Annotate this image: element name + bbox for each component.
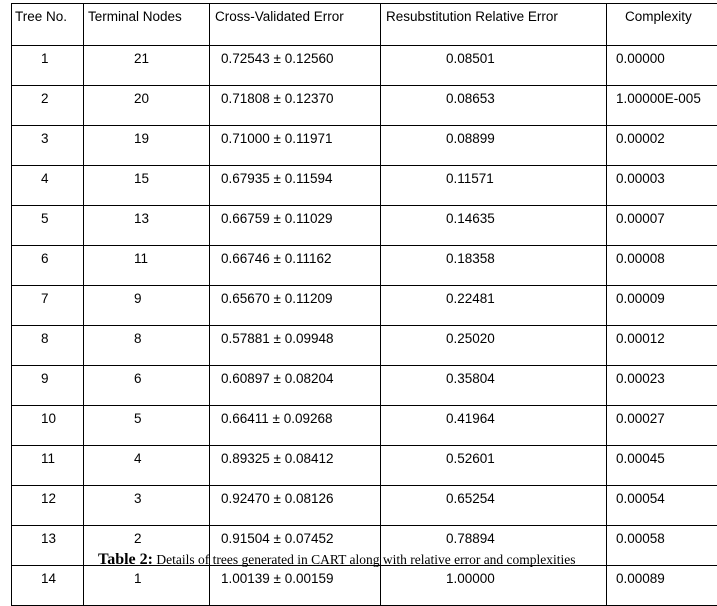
cell-cross-validated-error: 0.92470 ± 0.08126 — [210, 486, 381, 526]
table-row — [12, 126, 717, 166]
cell-complexity: 1.00000E-005 — [607, 86, 717, 126]
cell-terminal-nodes: 5 — [84, 406, 210, 446]
cell-tree-no: 7 — [12, 286, 84, 326]
cell-terminal-nodes: 9 — [84, 286, 210, 326]
cell-complexity: 0.00027 — [607, 406, 717, 446]
table-row — [12, 206, 717, 246]
cell-terminal-nodes: 20 — [84, 86, 210, 126]
table-header-row — [12, 4, 717, 46]
cell-complexity: 0.00054 — [607, 486, 717, 526]
cell-cross-validated-error: 0.91504 ± 0.07452 — [210, 526, 381, 566]
cell-complexity: 0.00089 — [607, 566, 717, 606]
table-row — [12, 486, 717, 526]
header-tree-no: Tree No. — [12, 4, 84, 46]
table-row — [12, 406, 717, 446]
table-row — [12, 366, 717, 406]
cell-terminal-nodes: 2 — [84, 526, 210, 566]
header-complexity: Complexity — [607, 4, 717, 46]
cell-tree-no: 3 — [12, 126, 84, 166]
caption-label: Table 2: — [98, 551, 153, 568]
cell-tree-no: 11 — [12, 446, 84, 486]
cell-cross-validated-error: 0.57881 ± 0.09948 — [210, 326, 381, 366]
cell-terminal-nodes: 8 — [84, 326, 210, 366]
cell-tree-no: 4 — [12, 166, 84, 206]
cell-terminal-nodes: 1 — [84, 566, 210, 606]
table-body — [12, 46, 717, 606]
cell-resubstitution-relative-error: 1.00000 — [381, 566, 607, 606]
cell-resubstitution-relative-error: 0.14635 — [381, 206, 607, 246]
cell-resubstitution-relative-error: 0.35804 — [381, 366, 607, 406]
cell-cross-validated-error: 0.60897 ± 0.08204 — [210, 366, 381, 406]
table-row — [12, 246, 717, 286]
caption-text: Details of trees generated in CART along with relative error and complexities — [153, 552, 576, 567]
cell-cross-validated-error: 0.72543 ± 0.12560 — [210, 46, 381, 86]
cell-complexity: 0.00008 — [607, 246, 717, 286]
header-resubstitution-relative-error: Resubstitution Relative Error — [381, 4, 607, 46]
cell-cross-validated-error: 0.66759 ± 0.11029 — [210, 206, 381, 246]
table-row — [12, 326, 717, 366]
cell-resubstitution-relative-error: 0.22481 — [381, 286, 607, 326]
cell-cross-validated-error: 0.67935 ± 0.11594 — [210, 166, 381, 206]
cell-terminal-nodes: 11 — [84, 246, 210, 286]
cart-trees-table — [11, 3, 717, 606]
cell-cross-validated-error: 0.65670 ± 0.11209 — [210, 286, 381, 326]
table-caption — [98, 551, 576, 569]
cell-terminal-nodes: 21 — [84, 46, 210, 86]
cell-terminal-nodes: 19 — [84, 126, 210, 166]
cell-complexity: 0.00000 — [607, 46, 717, 86]
cell-complexity: 0.00003 — [607, 166, 717, 206]
table-row — [12, 46, 717, 86]
table-row — [12, 566, 717, 606]
cell-complexity: 0.00012 — [607, 326, 717, 366]
cell-resubstitution-relative-error: 0.08501 — [381, 46, 607, 86]
cell-cross-validated-error: 0.71000 ± 0.11971 — [210, 126, 381, 166]
header-cross-validated-error: Cross-Validated Error — [210, 4, 381, 46]
cell-resubstitution-relative-error: 0.18358 — [381, 246, 607, 286]
table-row — [12, 446, 717, 486]
cell-resubstitution-relative-error: 0.08899 — [381, 126, 607, 166]
cell-tree-no: 13 — [12, 526, 84, 566]
cell-tree-no: 8 — [12, 326, 84, 366]
table-row — [12, 86, 717, 126]
cell-cross-validated-error: 0.71808 ± 0.12370 — [210, 86, 381, 126]
cell-complexity: 0.00009 — [607, 286, 717, 326]
cell-resubstitution-relative-error: 0.78894 — [381, 526, 607, 566]
cell-resubstitution-relative-error: 0.11571 — [381, 166, 607, 206]
cell-resubstitution-relative-error: 0.25020 — [381, 326, 607, 366]
cell-resubstitution-relative-error: 0.52601 — [381, 446, 607, 486]
cell-resubstitution-relative-error: 0.41964 — [381, 406, 607, 446]
cell-tree-no: 1 — [12, 46, 84, 86]
cell-tree-no: 10 — [12, 406, 84, 446]
cell-cross-validated-error: 1.00139 ± 0.00159 — [210, 566, 381, 606]
cell-tree-no: 9 — [12, 366, 84, 406]
cell-tree-no: 14 — [12, 566, 84, 606]
table-row — [12, 166, 717, 206]
cell-resubstitution-relative-error: 0.65254 — [381, 486, 607, 526]
cell-cross-validated-error: 0.89325 ± 0.08412 — [210, 446, 381, 486]
cell-tree-no: 2 — [12, 86, 84, 126]
cell-complexity: 0.00058 — [607, 526, 717, 566]
cell-terminal-nodes: 3 — [84, 486, 210, 526]
cell-complexity: 0.00045 — [607, 446, 717, 486]
cell-cross-validated-error: 0.66411 ± 0.09268 — [210, 406, 381, 446]
cell-complexity: 0.00002 — [607, 126, 717, 166]
cell-terminal-nodes: 4 — [84, 446, 210, 486]
cell-resubstitution-relative-error: 0.08653 — [381, 86, 607, 126]
cell-complexity: 0.00007 — [607, 206, 717, 246]
cell-terminal-nodes: 6 — [84, 366, 210, 406]
table-row — [12, 286, 717, 326]
cell-terminal-nodes: 13 — [84, 206, 210, 246]
cell-terminal-nodes: 15 — [84, 166, 210, 206]
cell-tree-no: 5 — [12, 206, 84, 246]
cell-tree-no: 12 — [12, 486, 84, 526]
cell-complexity: 0.00023 — [607, 366, 717, 406]
header-terminal-nodes: Terminal Nodes — [84, 4, 210, 46]
cell-tree-no: 6 — [12, 246, 84, 286]
cell-cross-validated-error: 0.66746 ± 0.11162 — [210, 246, 381, 286]
